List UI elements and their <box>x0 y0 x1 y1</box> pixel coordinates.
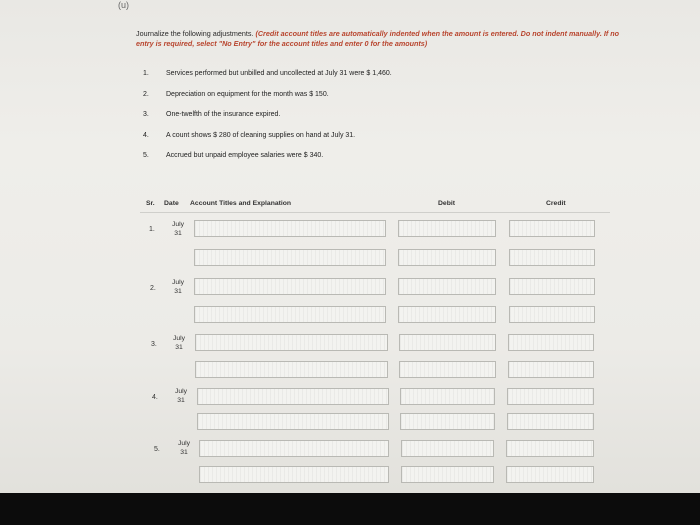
credit-input[interactable] <box>508 361 594 378</box>
entry-date-day: 31 <box>175 344 183 351</box>
entry-date-month: July <box>174 388 188 395</box>
debit-input[interactable] <box>400 413 495 430</box>
adjustment-number: 3. <box>143 111 149 118</box>
account-title-input[interactable] <box>194 220 386 237</box>
entry-date <box>167 334 191 352</box>
debit-input[interactable] <box>398 306 496 323</box>
entry-date-day: 31 <box>177 397 185 404</box>
account-title-input[interactable] <box>197 413 389 430</box>
account-title-input[interactable] <box>195 334 388 351</box>
adjustment-text: One-twelfth of the insurance expired. <box>166 111 281 118</box>
debit-input[interactable] <box>398 220 496 237</box>
header-sr: Sr. <box>146 200 155 207</box>
adjustment-text: Depreciation on equipment for the month was $ 150. <box>166 90 329 98</box>
entry-date-month: July <box>171 221 185 228</box>
credit-input[interactable] <box>507 413 594 430</box>
header-account: Account Titles and Explanation <box>190 200 292 207</box>
top-fragment: (u) <box>118 0 129 10</box>
credit-input[interactable] <box>509 278 595 295</box>
entry-date-day: 31 <box>174 230 182 237</box>
instructions <box>136 29 636 49</box>
entry-date-month: July <box>171 279 185 286</box>
adjustment-text: A count shows $ 280 of cleaning supplies on hand at July 31. <box>166 131 356 139</box>
account-title-input[interactable] <box>194 249 386 266</box>
entry-date-day: 31 <box>174 288 182 295</box>
entry-date <box>169 387 193 405</box>
account-title-input[interactable] <box>199 440 389 457</box>
debit-input[interactable] <box>401 440 494 457</box>
entry-date <box>166 220 190 238</box>
credit-input[interactable] <box>509 249 595 266</box>
adjustment-text: Services performed but unbilled and uncollected at July 31 were $ 1,460. <box>166 70 392 77</box>
entry-date <box>172 439 196 457</box>
account-title-input[interactable] <box>199 466 389 483</box>
adjustment-number: 5. <box>143 152 149 159</box>
header-divider <box>140 212 610 213</box>
credit-input[interactable] <box>509 306 595 323</box>
account-title-input[interactable] <box>197 388 389 405</box>
entry-date-month: July <box>172 335 186 342</box>
credit-input[interactable] <box>509 220 595 237</box>
entry-number: 3. <box>151 341 157 348</box>
credit-input[interactable] <box>506 440 594 457</box>
adjustment-text: Accrued but unpaid employee salaries were $ 340. <box>166 152 324 159</box>
entry-number: 1. <box>149 226 155 233</box>
account-title-input[interactable] <box>194 306 386 323</box>
debit-input[interactable] <box>400 388 495 405</box>
account-title-input[interactable] <box>195 361 388 378</box>
entry-date <box>166 278 190 296</box>
header-date: Date <box>164 200 179 207</box>
credit-input[interactable] <box>508 334 594 351</box>
header-credit: Credit <box>546 200 566 207</box>
debit-input[interactable] <box>401 466 494 483</box>
entry-date-day: 31 <box>180 449 188 456</box>
debit-input[interactable] <box>398 278 496 295</box>
adjustment-number: 2. <box>143 90 149 98</box>
credit-input[interactable] <box>507 388 594 405</box>
debit-input[interactable] <box>399 334 496 351</box>
credit-input[interactable] <box>506 466 594 483</box>
entry-number: 4. <box>152 394 158 401</box>
instructions-warning: (Credit account titles are automatically indented when the amount is entered. Do not indent manually. If no entry is required, select "No Entry" for the account titles and enter 0 for the amounts) <box>136 29 620 48</box>
debit-input[interactable] <box>399 361 496 378</box>
entry-date-month: July <box>177 440 191 447</box>
adjustment-number: 4. <box>143 131 149 139</box>
header-debit: Debit <box>438 200 455 207</box>
entry-number: 2. <box>150 285 156 292</box>
instructions-lead: Journalize the following adjustments. <box>136 29 254 38</box>
debit-input[interactable] <box>398 249 496 266</box>
adjustment-number: 1. <box>143 70 149 77</box>
entry-number: 5. <box>154 446 160 453</box>
account-title-input[interactable] <box>194 278 386 295</box>
